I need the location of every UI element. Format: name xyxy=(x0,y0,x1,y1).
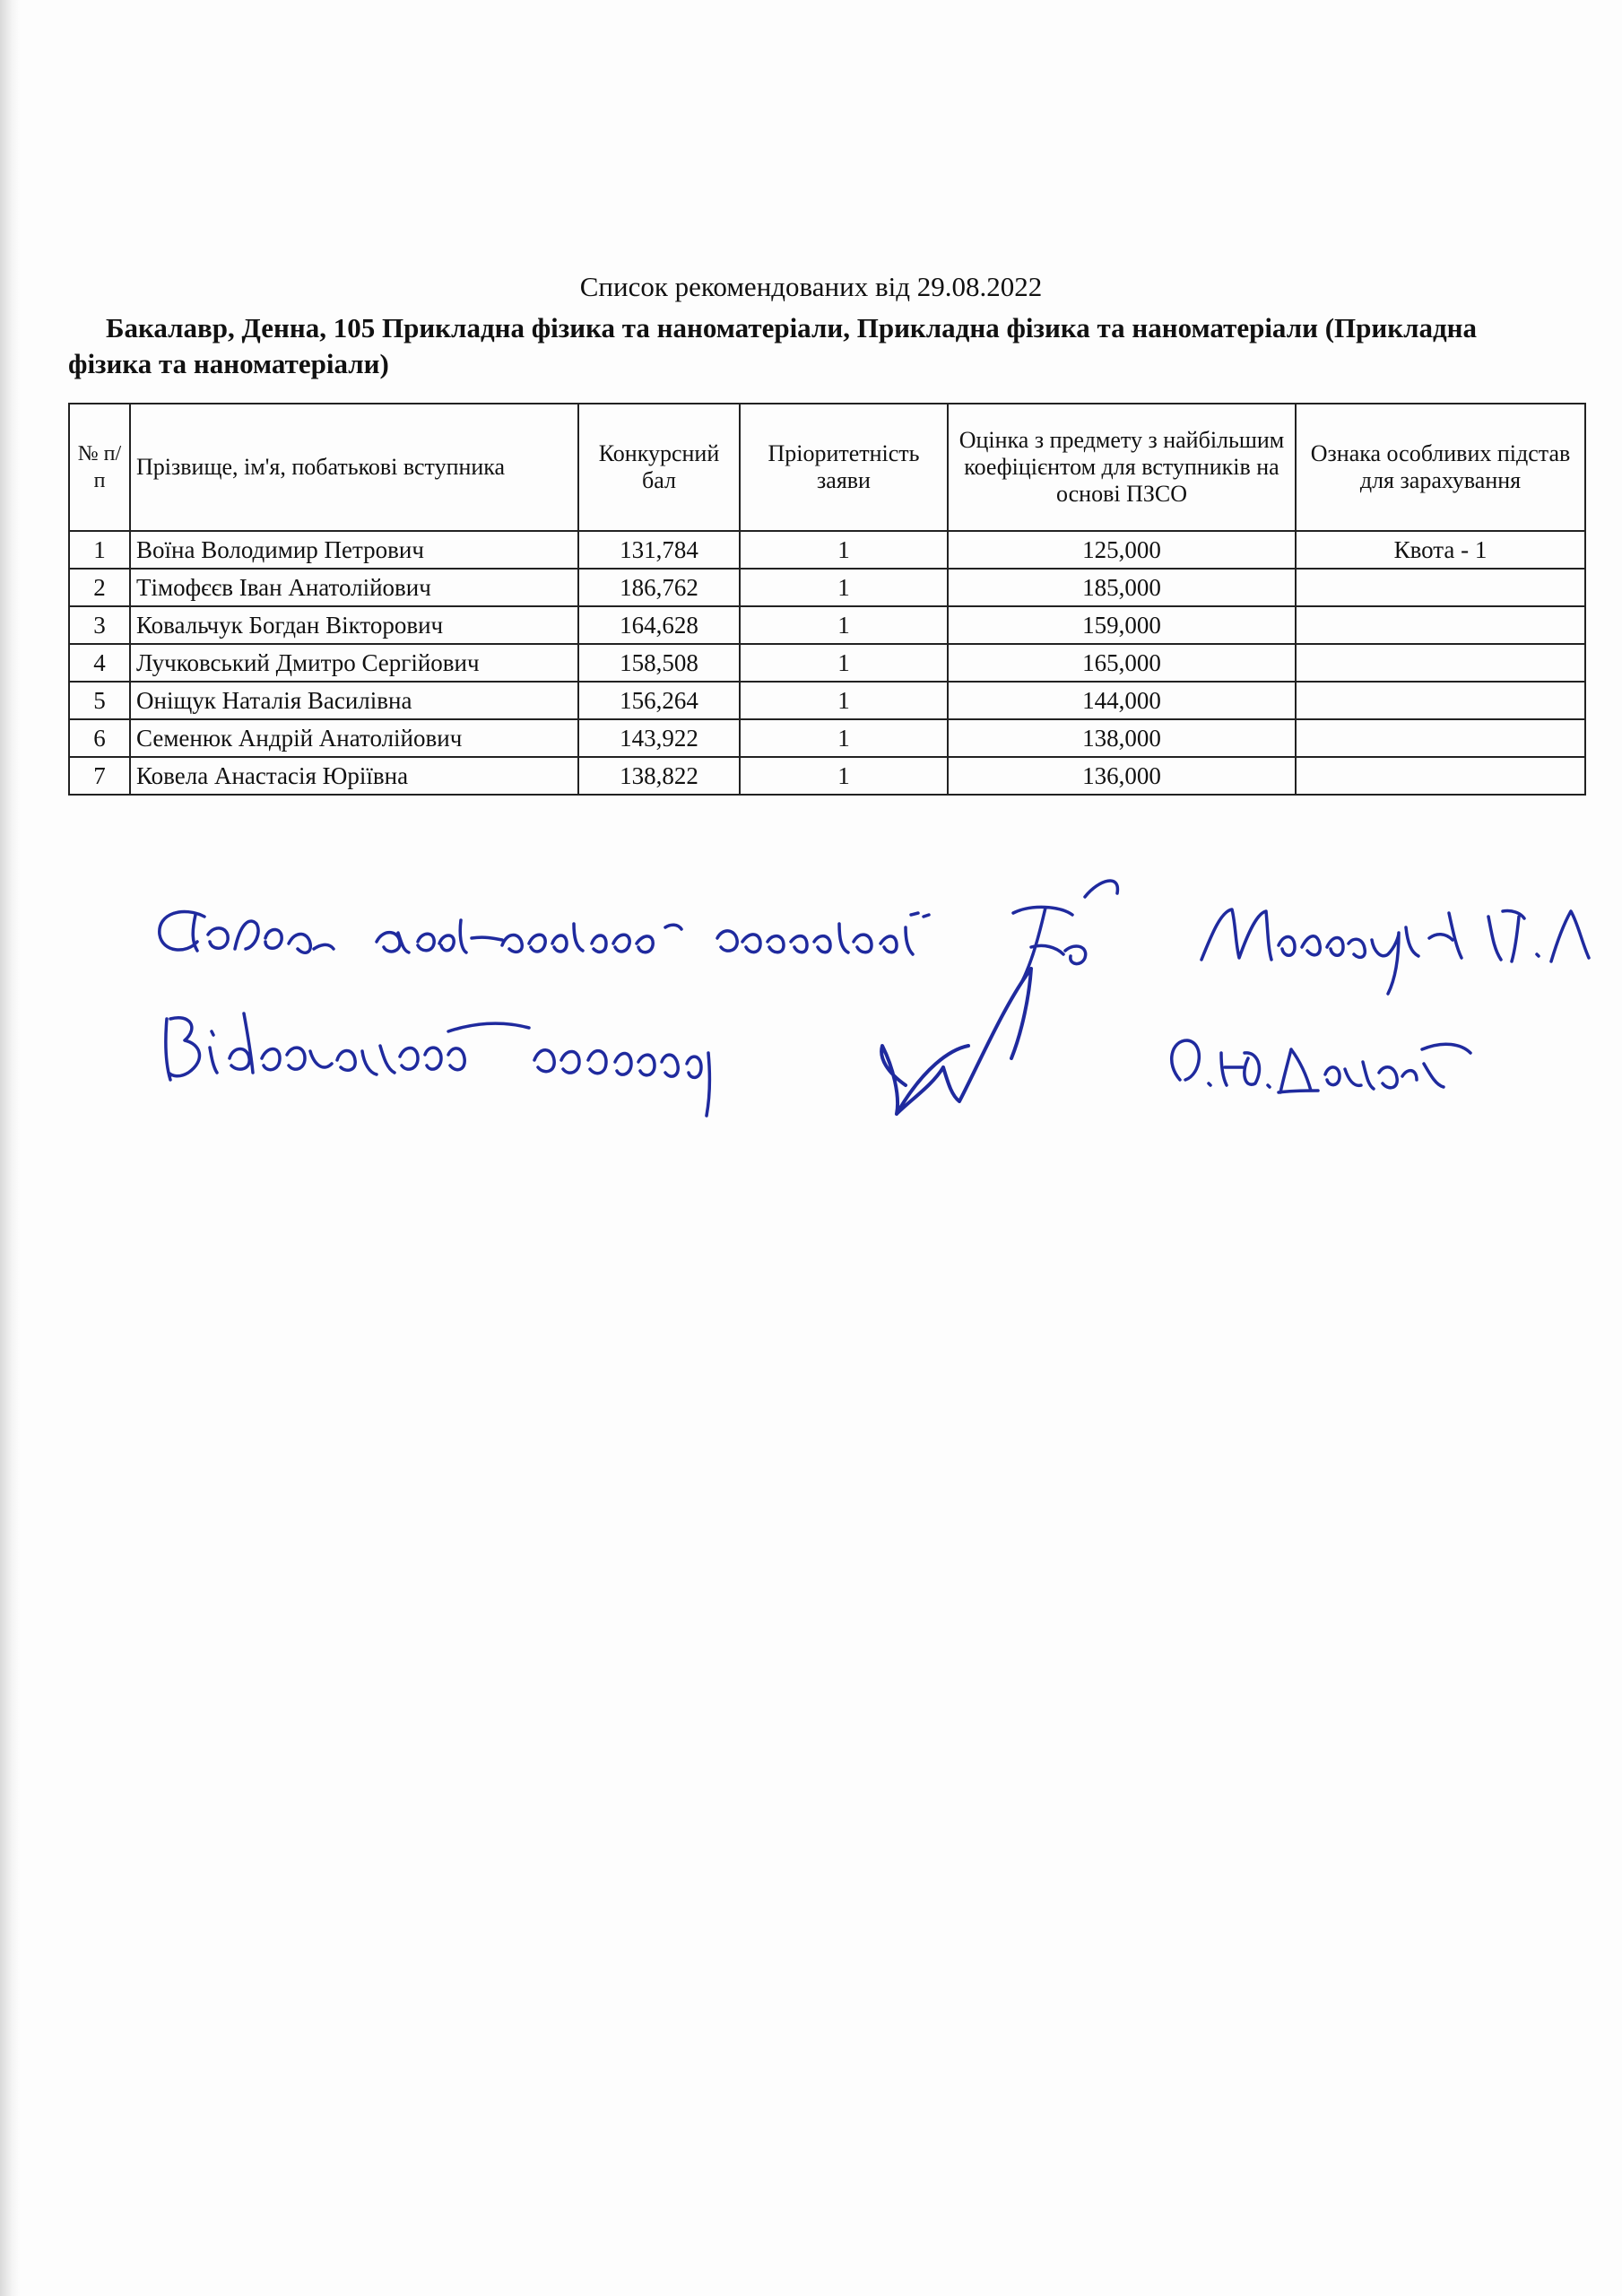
row-special xyxy=(1296,757,1585,795)
row-num: 3 xyxy=(69,606,130,644)
row-num: 4 xyxy=(69,644,130,682)
row-priority: 1 xyxy=(740,569,948,606)
signature-secretary-mark-stroke xyxy=(881,969,1031,1114)
row-name: Ковальчук Богдан Вікторович xyxy=(130,606,578,644)
row-special xyxy=(1296,569,1585,606)
row-priority: 1 xyxy=(740,757,948,795)
signature-secretary-name-stroke xyxy=(1172,1040,1470,1092)
row-num: 2 xyxy=(69,569,130,606)
row-special: Квота - 1 xyxy=(1296,531,1585,569)
signature-secretary-line-stroke xyxy=(166,1013,710,1116)
row-num: 6 xyxy=(69,719,130,757)
row-subject: 165,000 xyxy=(948,644,1296,682)
table-row xyxy=(69,719,1585,757)
row-score: 138,822 xyxy=(578,757,740,795)
row-priority: 1 xyxy=(740,644,948,682)
row-score: 164,628 xyxy=(578,606,740,644)
table-row xyxy=(69,531,1585,569)
recommended-list-table xyxy=(68,403,1586,796)
row-score: 186,762 xyxy=(578,569,740,606)
table-header-row xyxy=(69,404,1585,531)
row-score: 158,508 xyxy=(578,644,740,682)
header-special: Ознака особливих підстав для зарахування xyxy=(1296,404,1585,531)
table-row xyxy=(69,644,1585,682)
header-name: Прізвище, ім'я, побатькові вступника xyxy=(130,404,578,531)
row-score: 143,922 xyxy=(578,719,740,757)
header-subject: Оцінка з предмету з найбільшим коефіцієнтом для вступників на основі ПЗСО xyxy=(948,404,1296,531)
header-priority: Пріоритетність заяви xyxy=(740,404,948,531)
row-name: Тімофєєв Іван Анатолійович xyxy=(130,569,578,606)
table-row xyxy=(69,757,1585,795)
header-score: Конкурсний бал xyxy=(578,404,740,531)
row-special xyxy=(1296,644,1585,682)
signature-drawing xyxy=(0,861,1622,1202)
signature-chair-line-stroke xyxy=(160,911,929,954)
row-priority: 1 xyxy=(740,606,948,644)
row-special xyxy=(1296,719,1585,757)
row-subject: 144,000 xyxy=(948,682,1296,719)
row-subject: 125,000 xyxy=(948,531,1296,569)
row-priority: 1 xyxy=(740,682,948,719)
table-row xyxy=(69,606,1585,644)
signature-chair-name-stroke xyxy=(1201,909,1589,994)
row-name: Воїна Володимир Петрович xyxy=(130,531,578,569)
row-subject: 138,000 xyxy=(948,719,1296,757)
table-row xyxy=(69,682,1585,719)
handwritten-signatures xyxy=(0,861,1622,1202)
row-num: 1 xyxy=(69,531,130,569)
row-special xyxy=(1296,682,1585,719)
row-name: Лучковський Дмитро Сергійович xyxy=(130,644,578,682)
row-score: 156,264 xyxy=(578,682,740,719)
signature-chair-mark-stroke xyxy=(1013,881,1117,981)
row-name: Оніщук Наталія Василівна xyxy=(130,682,578,719)
row-num: 7 xyxy=(69,757,130,795)
row-name: Ковела Анастасія Юріївна xyxy=(130,757,578,795)
row-special xyxy=(1296,606,1585,644)
row-num: 5 xyxy=(69,682,130,719)
header-num: № п/п xyxy=(69,404,130,531)
row-subject: 185,000 xyxy=(948,569,1296,606)
row-subject: 159,000 xyxy=(948,606,1296,644)
row-name: Семенюк Андрій Анатолійович xyxy=(130,719,578,757)
document-title: Список рекомендованих від 29.08.2022 xyxy=(579,271,1043,302)
row-subject: 136,000 xyxy=(948,757,1296,795)
row-score: 131,784 xyxy=(578,531,740,569)
row-priority: 1 xyxy=(740,719,948,757)
document-subtitle: Бакалавр, Денна, 105 Прикладна фізика та наноматеріали, Прикладна фізика та наноматеріали (Прикладна фізика та наноматеріали) xyxy=(68,312,1478,379)
table-row xyxy=(69,569,1585,606)
row-priority: 1 xyxy=(740,531,948,569)
